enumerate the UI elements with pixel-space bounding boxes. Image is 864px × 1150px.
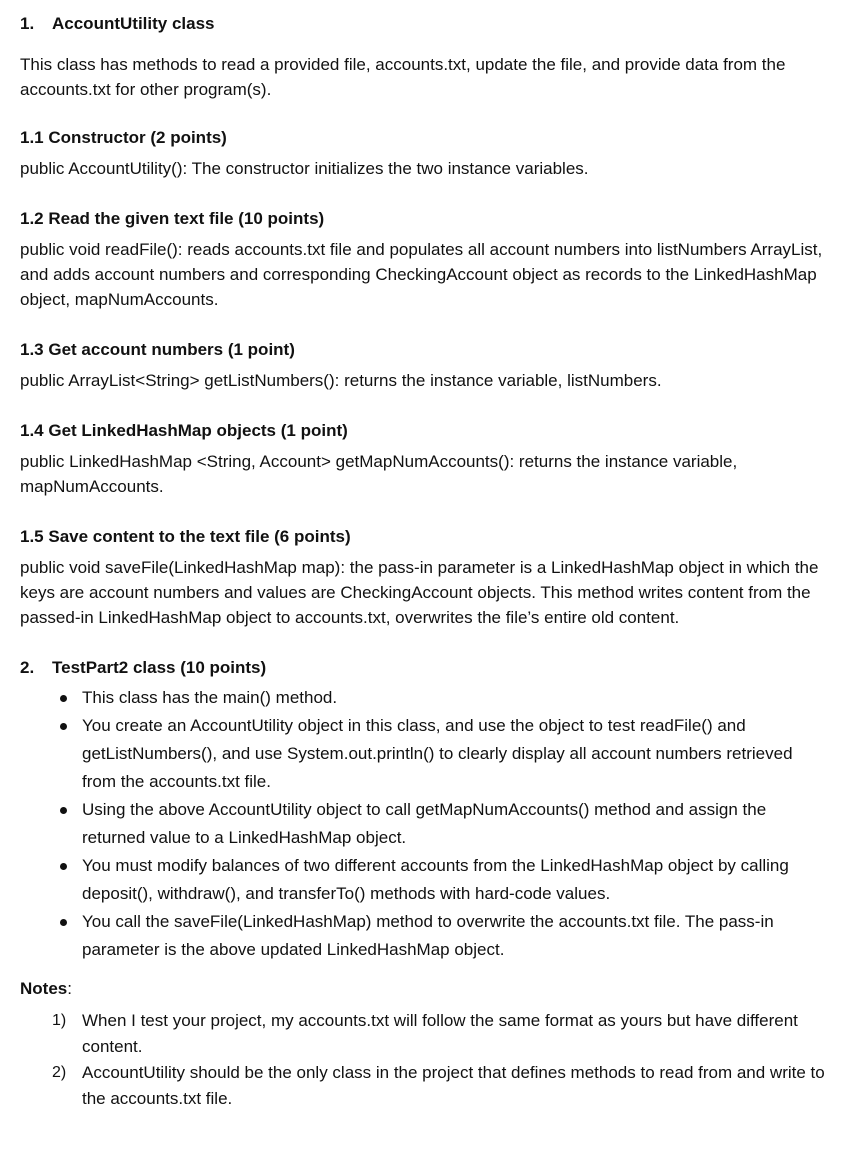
list-item-text: You create an AccountUtility object in this class, and use the object to test readFile() and getListNumbers(), and use System.out.println() to clearly display all account numbers retrieved from the accounts.txt file.	[82, 716, 793, 791]
subsection-1-4-body: public LinkedHashMap <String, Account> getMapNumAccounts(): returns the instance variable, mapNumAccounts.	[20, 452, 738, 496]
subsection-1-4-heading: 1.4 Get LinkedHashMap objects (1 point)	[20, 421, 348, 440]
list-item	[20, 712, 830, 796]
assignment-document	[20, 12, 830, 1112]
list-item	[20, 1008, 830, 1060]
notes-list	[20, 1008, 830, 1112]
list-item	[20, 908, 830, 964]
bullet-icon	[60, 723, 67, 730]
list-item	[20, 1060, 830, 1112]
bullet-icon	[60, 919, 67, 926]
subsection-1-3-heading: 1.3 Get account numbers (1 point)	[20, 340, 295, 359]
notes-label-colon: :	[67, 979, 72, 998]
subsection-1-3-body: public ArrayList<String> getListNumbers(): returns the instance variable, listNumbers.	[20, 371, 662, 390]
notes-label: Notes	[20, 979, 68, 998]
section-2-bullet-list	[20, 684, 830, 964]
section-1-heading	[20, 12, 830, 36]
list-item-text: You must modify balances of two different accounts from the LinkedHashMap object by calling deposit(), withdraw(), and transferTo() methods with hard-code values.	[82, 856, 789, 903]
subsection-1-1-heading: 1.1 Constructor (2 points)	[20, 128, 227, 147]
subsection-1-2-body: public void readFile(): reads accounts.txt file and populates all account numbers into listNumbers ArrayList, and adds account numbers and corresponding CheckingAccount object as records to the LinkedHashMap object, mapNumAccounts.	[20, 240, 823, 309]
list-item	[20, 852, 830, 908]
bullet-icon	[60, 863, 67, 870]
section-1-intro: This class has methods to read a provided file, accounts.txt, update the file, and provide data from the accounts.txt for other program(s).	[20, 55, 786, 99]
subsection-1-5-heading: 1.5 Save content to the text file (6 points)	[20, 527, 351, 546]
section-1-title: AccountUtility class	[52, 14, 215, 33]
section-2-heading	[20, 656, 830, 680]
list-item	[20, 796, 830, 852]
notes-heading	[20, 976, 830, 1002]
bullet-icon	[60, 807, 67, 814]
subsection-1-5-body: public void saveFile(LinkedHashMap map): the pass-in parameter is a LinkedHashMap object in which the keys are account numbers and values are CheckingAccount objects. This method writes content from the passed-in LinkedHashMap object to accounts.txt, overwrites the file’s entire old content.	[20, 558, 819, 627]
section-2-number: 2.	[20, 658, 35, 677]
list-item	[20, 684, 830, 712]
section-1-number: 1.	[20, 14, 35, 33]
list-item-text: Using the above AccountUtility object to call getMapNumAccounts() method and assign the returned value to a LinkedHashMap object.	[82, 800, 767, 847]
list-item-text: You call the saveFile(LinkedHashMap) method to overwrite the accounts.txt file. The pass-in parameter is the above updated LinkedHashMap object.	[82, 912, 774, 959]
subsection-1-2-heading: 1.2 Read the given text file (10 points)	[20, 209, 325, 228]
list-item-marker: 2)	[52, 1064, 67, 1081]
subsection-1-1-body: public AccountUtility(): The constructor initializes the two instance variables.	[20, 159, 589, 178]
list-item-text: AccountUtility should be the only class in the project that defines methods to read from and write to the accounts.txt file.	[82, 1063, 825, 1108]
bullet-icon	[60, 695, 67, 702]
list-item-marker: 1)	[52, 1012, 67, 1029]
section-2-title: TestPart2 class (10 points)	[52, 658, 267, 677]
list-item-text: When I test your project, my accounts.txt will follow the same format as yours but have different content.	[82, 1011, 798, 1056]
list-item-text: This class has the main() method.	[82, 688, 338, 707]
